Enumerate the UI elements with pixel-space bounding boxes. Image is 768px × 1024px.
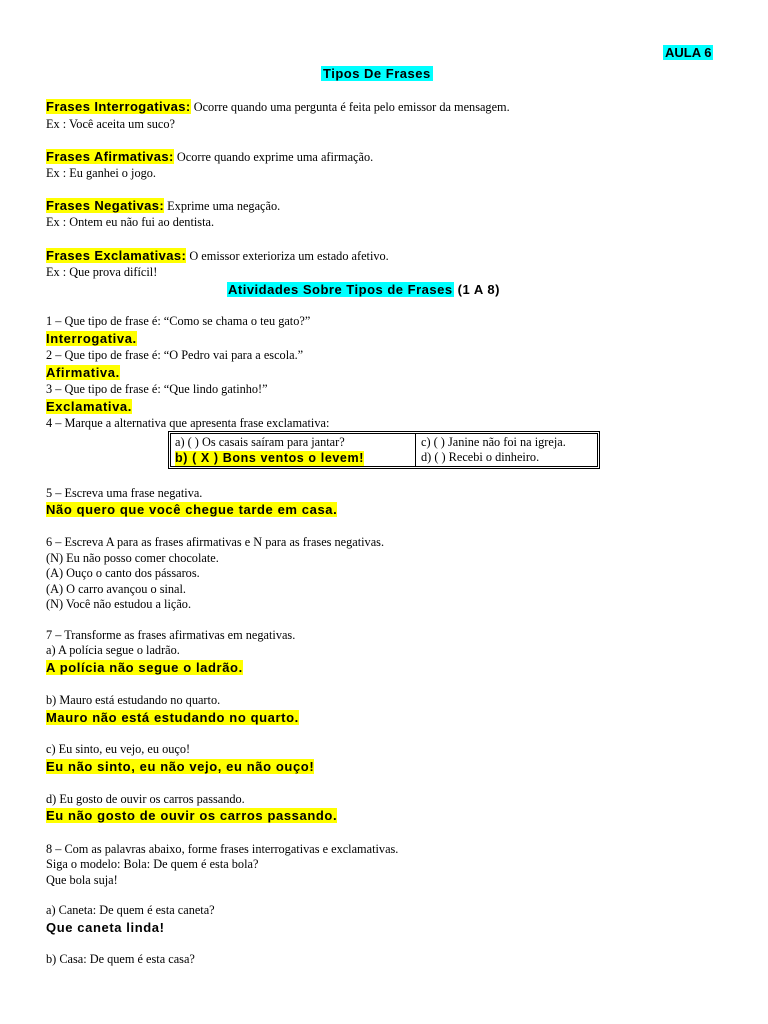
q7-answer: Mauro não está estudando no quarto.	[46, 710, 299, 725]
definition-example: Ex : Eu ganhei o jogo.	[46, 166, 156, 180]
definition-negativas	[46, 198, 280, 214]
option-c: c) ( ) Janine não foi na igreja.	[421, 435, 566, 449]
option-d: d) ( ) Recebi o dinheiro.	[421, 450, 540, 464]
options-table	[168, 431, 600, 469]
question-2: 2 – Que tipo de frase é: “O Pedro vai para a escola.”	[46, 348, 304, 362]
activities-range: (1 A 8)	[453, 282, 500, 297]
question-3: 3 – Que tipo de frase é: “Que lindo gatinho!”	[46, 382, 268, 396]
question-6: 6 – Escreva A para as frases afirmativas e N para as frases negativas.	[46, 535, 385, 549]
question-7: 7 – Transforme as frases afirmativas em negativas.	[46, 628, 296, 642]
question-8: 8 – Com as palavras abaixo, forme frases interrogativas e exclamativas.	[46, 842, 399, 856]
q7-answer: Eu não gosto de ouvir os carros passando.	[46, 808, 338, 823]
definition-example: Ex : Ontem eu não fui ao dentista.	[46, 215, 215, 229]
table-divider	[415, 434, 416, 466]
q8-model-example: Que bola suja!	[46, 873, 118, 887]
answer-3: Exclamativa.	[46, 399, 132, 414]
answer-2: Afirmativa.	[46, 365, 120, 380]
activities-title: Atividades Sobre Tipos de Frases	[228, 282, 453, 297]
definition-example: Ex : Você aceita um suco?	[46, 117, 175, 131]
answer-5: Não quero que você chegue tarde em casa.	[46, 502, 338, 517]
option-a: a) ( ) Os casais saíram para jantar?	[175, 435, 345, 449]
definition-label: Frases Interrogativas:	[46, 99, 191, 114]
q7-prompt: a) A polícia segue o ladrão.	[46, 643, 180, 657]
q8-model: Siga o modelo: Bola: De quem é esta bola?	[46, 857, 259, 871]
definition-example: Ex : Que prova difícil!	[46, 265, 158, 279]
q7-prompt: d) Eu gosto de ouvir os carros passando.	[46, 792, 245, 806]
q6-item: (N) Eu não posso comer chocolate.	[46, 551, 219, 565]
option-b-selected: b) ( X ) Bons ventos o levem!	[175, 451, 364, 465]
definition-exclamativas	[46, 248, 389, 264]
definition-text: Exprime uma negação.	[164, 199, 281, 213]
definition-label: Frases Afirmativas:	[46, 149, 174, 164]
q7-answer: A polícia não segue o ladrão.	[46, 660, 243, 675]
definition-text: O emissor exterioriza um estado afetivo.	[186, 249, 389, 263]
aula-label: AULA 6	[665, 45, 712, 60]
q6-item: (A) Ouço o canto dos pássaros.	[46, 566, 200, 580]
definition-afirmativas	[46, 149, 373, 165]
q8-prompt-b: b) Casa: De quem é esta casa?	[46, 952, 195, 966]
activities-heading	[227, 282, 500, 298]
q7-answer: Eu não sinto, eu não vejo, eu não ouço!	[46, 759, 315, 774]
q8-prompt-a: a) Caneta: De quem é esta caneta?	[46, 903, 215, 917]
question-5: 5 – Escreva uma frase negativa.	[46, 486, 203, 500]
answer-1: Interrogativa.	[46, 331, 137, 346]
definition-text: Ocorre quando exprime uma afirmação.	[173, 150, 374, 164]
q6-item: (A) O carro avançou o sinal.	[46, 582, 186, 596]
definition-label: Frases Negativas:	[46, 198, 165, 213]
question-4: 4 – Marque a alternativa que apresenta frase exclamativa:	[46, 416, 330, 430]
q8-answer-a: Que caneta linda!	[46, 920, 165, 935]
page-title: Tipos De Frases	[323, 66, 431, 81]
definition-label: Frases Exclamativas:	[46, 248, 187, 263]
definition-interrogativas	[46, 99, 510, 115]
q7-prompt: b) Mauro está estudando no quarto.	[46, 693, 221, 707]
q6-item: (N) Você não estudou a lição.	[46, 597, 192, 611]
question-1: 1 – Que tipo de frase é: “Como se chama o teu gato?”	[46, 314, 311, 328]
definition-text: Ocorre quando uma pergunta é feita pelo emissor da mensagem.	[190, 100, 510, 114]
q7-prompt: c) Eu sinto, eu vejo, eu ouço!	[46, 742, 191, 756]
